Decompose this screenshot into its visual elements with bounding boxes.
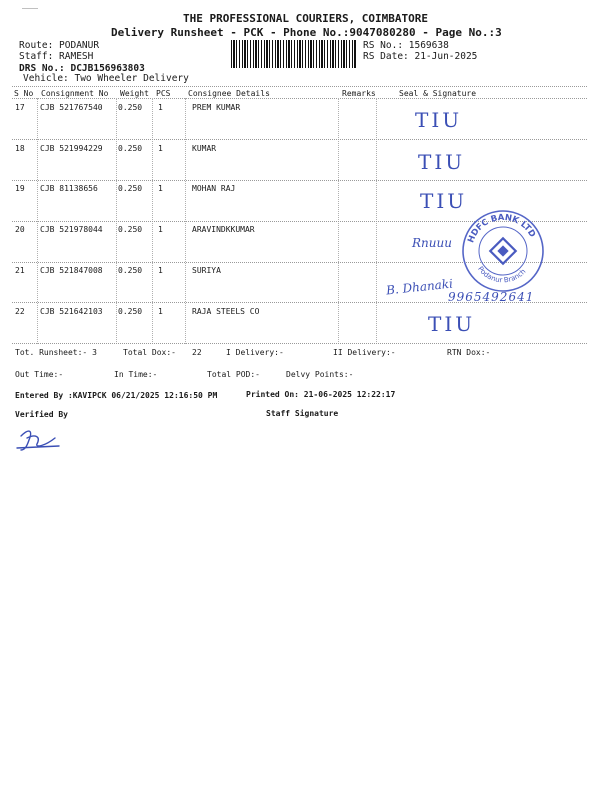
row-sno: 21 bbox=[15, 266, 25, 275]
staff-label: Staff: RAMESH bbox=[19, 51, 94, 62]
handwritten-signature: TIU bbox=[428, 312, 476, 336]
row-consignee: MOHAN RAJ bbox=[192, 184, 236, 193]
table-bottom-border bbox=[12, 343, 587, 344]
row-pcs: 1 bbox=[158, 184, 163, 193]
handwritten-signature: TIU bbox=[415, 108, 463, 132]
row-sno: 20 bbox=[15, 225, 25, 234]
ii-delivery: II Delivery:- bbox=[333, 348, 396, 357]
row-consignee: SURIYA bbox=[192, 266, 221, 275]
row-sno: 22 bbox=[15, 307, 25, 316]
col-header-remarks: Remarks bbox=[342, 89, 376, 98]
barcode bbox=[231, 40, 357, 68]
row-consignee: ARAVINDKKUMAR bbox=[192, 225, 255, 234]
row-weight: 0.250 bbox=[118, 307, 143, 316]
row-weight: 0.250 bbox=[118, 184, 143, 193]
route-label: Route: PODANUR bbox=[19, 40, 100, 51]
company-title: THE PROFESSIONAL COURIERS, COIMBATORE bbox=[183, 12, 429, 25]
table-header-border bbox=[12, 98, 587, 99]
row-consignment: CJB 521994229 bbox=[40, 144, 103, 153]
row-weight: 0.250 bbox=[118, 103, 143, 112]
row-sno: 19 bbox=[15, 184, 25, 193]
drs-number: DRS No.: DCJB156963803 bbox=[19, 63, 145, 74]
col-header-weight: Weight bbox=[120, 89, 149, 98]
row-consignee: KUMAR bbox=[192, 144, 217, 153]
total-dox-value: 22 bbox=[192, 348, 202, 357]
row-weight: 0.250 bbox=[118, 144, 143, 153]
col-header-consignment: Consignment No bbox=[41, 89, 109, 98]
handwritten-signature: TIU bbox=[420, 189, 468, 213]
stamp-top-text: HDFC BANK LTD bbox=[466, 212, 538, 245]
stamp-bottom-text: Podanur Branch bbox=[476, 265, 528, 285]
row-consignment: CJB 521767540 bbox=[40, 103, 103, 112]
row-consignee: PREM KUMAR bbox=[192, 103, 241, 112]
row-divider bbox=[12, 180, 587, 181]
verified-signature bbox=[15, 426, 63, 454]
row-pcs: 1 bbox=[158, 103, 163, 112]
col-header-consignee: Consignee Details bbox=[188, 89, 270, 98]
i-delivery: I Delivery:- bbox=[226, 348, 284, 357]
staff-signature: Staff Signature bbox=[266, 409, 339, 418]
rs-number: RS No.: 1569638 bbox=[363, 40, 449, 51]
verified-by: Verified By bbox=[15, 410, 68, 419]
row-divider bbox=[12, 139, 587, 140]
rtn-dox: RTN Dox:- bbox=[447, 348, 491, 357]
in-time: In Time:- bbox=[114, 370, 158, 379]
hdfc-logo-icon bbox=[490, 238, 515, 263]
entered-by: Entered By :KAVIPCK 06/21/2025 12:16:50 PM bbox=[15, 391, 218, 400]
row-consignment: CJB 521642103 bbox=[40, 307, 103, 316]
row-consignment: CJB 81138656 bbox=[40, 184, 98, 193]
col-header-pcs: PCS bbox=[156, 89, 171, 98]
row-consignment: CJB 521978044 bbox=[40, 225, 103, 234]
row-pcs: 1 bbox=[158, 307, 163, 316]
handwritten-signature: Rnuuu bbox=[412, 236, 452, 250]
row-weight: 0.250 bbox=[118, 266, 143, 275]
corner-mark bbox=[22, 8, 38, 9]
tot-runsheet: Tot. Runsheet:- 3 bbox=[15, 348, 97, 357]
row-pcs: 1 bbox=[158, 266, 163, 275]
row-sno: 18 bbox=[15, 144, 25, 153]
rs-date: RS Date: 21-Jun-2025 bbox=[363, 51, 478, 62]
table-top-border bbox=[12, 86, 587, 87]
row-pcs: 1 bbox=[158, 144, 163, 153]
row-consignee: RAJA STEELS CO bbox=[192, 307, 260, 316]
out-time: Out Time:- bbox=[15, 370, 64, 379]
bank-stamp bbox=[460, 208, 546, 294]
runsheet-subtitle: Delivery Runsheet - PCK - Phone No.:9047080280 - Page No.:3 bbox=[111, 26, 502, 39]
col-header-seal: Seal & Signature bbox=[399, 89, 477, 98]
handwritten-signature: TIU bbox=[418, 150, 466, 174]
total-dox-label: Total Dox:- bbox=[123, 348, 176, 357]
row-consignment: CJB 521847008 bbox=[40, 266, 103, 275]
total-pod: Total POD:- bbox=[207, 370, 260, 379]
printed-on: Printed On: 21-06-2025 12:22:17 bbox=[246, 390, 396, 399]
col-header-sno: S No bbox=[14, 89, 34, 98]
row-pcs: 1 bbox=[158, 225, 163, 234]
vehicle-label: Vehicle: Two Wheeler Delivery bbox=[23, 73, 189, 84]
row-weight: 0.250 bbox=[118, 225, 143, 234]
handwritten-phone: 9965492641 bbox=[448, 290, 535, 304]
delvy-points: Delvy Points:- bbox=[286, 370, 354, 379]
row-sno: 17 bbox=[15, 103, 25, 112]
handwritten-name: B. Dhanaki bbox=[385, 276, 454, 298]
